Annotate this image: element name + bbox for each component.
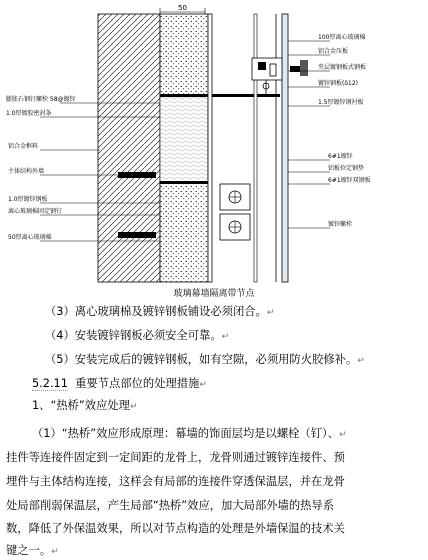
label-steel-plate: 镀锌钢板(δ12) [318,80,358,87]
label-connector: 6#1镀锌双钢板 [328,177,371,184]
galvanized-steel-plate-bottom [160,181,210,184]
subheading-heat-bridge: 1、“热桥”效应处理↵ [32,399,138,412]
aluminum-frame-detail [252,58,308,96]
label-aluminum-plate: 铝合金压板 [318,48,349,55]
label-glass: 夹层镀钢板式钢板 [318,64,367,71]
body-line-6: 键之一。↵ [6,544,59,557]
dimension-text: 50 [178,4,187,12]
paragraph-4: （4）安装镀锌钢板必须安全可靠。↵ [45,329,230,342]
wall-bar-2 [118,232,156,238]
body-line-1: （1）“热桥”效应形成原理：幕墙的饰面层均是以螺栓（钉）、↵ [32,427,347,440]
drawing-caption: 玻璃幕墙隔离带节点 [173,289,255,299]
label-wall: 主体结构外墙 [8,168,45,175]
paragraph-5: （5）安装完成后的镀锌钢板，如有空隙，必须用防火胶修补。↵ [45,353,365,366]
anchor-plate-lower [220,214,250,240]
main-structure-wall [98,14,160,282]
label-sealant: 1.0厚镀胶密封条 [6,110,52,117]
body-line-5: 数，降低了外保温效果，所以对节点构造的处理是外墙保温的技术关 [6,522,345,535]
insulation-lower [160,182,208,282]
vertical-mullion-2 [254,14,257,282]
label-anchor: 镀锌螺栓 [328,221,353,228]
label-spacer: 铝板位定钢垫 [328,165,365,172]
paragraph-3: （3）离心玻璃棉及镀锌钢板铺设必须闭合。↵ [45,305,275,318]
label-bolt-right: 6#1镀锌 [328,153,353,160]
body-line-2: 挂件等连接件固定到一定间距的龙骨上，龙骨则通过镀锌连接件、预 [6,451,345,464]
glass-panel [282,14,288,282]
body-line-3: 埋件与主体结构连接，这样会有局部的连接件穿透保温层，并在龙骨 [6,475,345,488]
fire-isolation-zone [160,96,208,182]
label-aluminum-frame: 铝合金框料 [8,143,39,150]
section-heading: 5.2.11 重要节点部位的处理措施↵ [32,377,207,390]
label-expansion-bolt: 膨胀石钢钉螺栓 58@镀锌 [6,96,76,103]
vertical-mullion [208,14,212,282]
anchor-plate-upper [220,184,250,210]
body-line-4: 处局部削弱保温层，产生局部“热桥”效应，加大局部外墙的热导系 [6,499,335,512]
label-fire-glue: 离心玻璃棉固定钢钉 [8,208,63,215]
label-steel-10: 1.0厚镀锌钢板 [8,196,48,203]
label-insulation-50: 50厚离心玻璃棉 [8,234,52,241]
galvanized-steel-plate-top [160,94,280,97]
label-insulation-100: 100厚离心玻璃棉 [318,34,366,41]
label-steel-corner: 1.5厚镀锌钢衬板 [318,99,364,106]
insulation-upper [160,14,208,96]
wall-bar-1 [118,172,156,178]
